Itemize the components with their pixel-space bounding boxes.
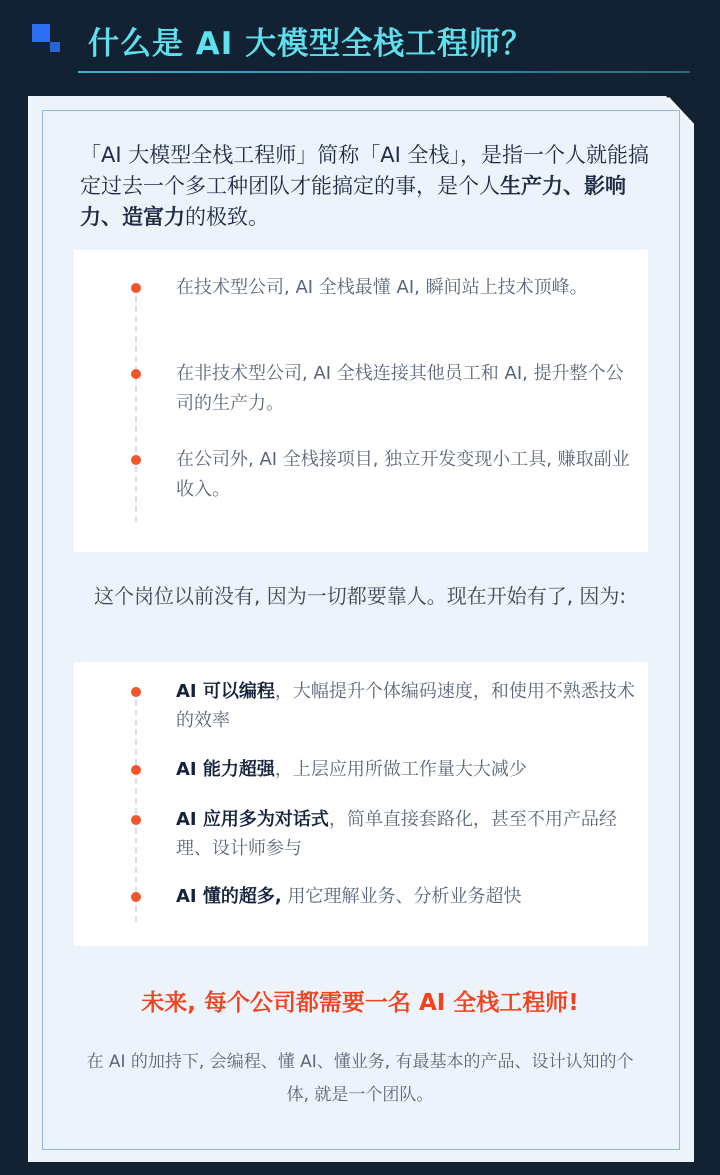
bullet-dot (131, 369, 141, 379)
list-item: 在公司外, AI 全栈接项目, 独立开发变现小工具, 赚取副业收入。 (176, 449, 630, 500)
list-item-highlight: AI 能力超强 (176, 759, 275, 780)
bullet-dot (131, 815, 141, 825)
title-underline (78, 71, 690, 73)
page-title: 什么是 AI 大模型全栈工程师？ (88, 26, 534, 62)
intro-text: 「AI 大模型全栈工程师」简称「AI 全栈」，是指一个人就能搞定过去一个多工种团队才能搞定的事，是个人 (80, 143, 649, 198)
bullet-dot (131, 765, 141, 775)
list-item-text: ，上层应用所做工作量大大减少 (274, 759, 527, 780)
timeline-line (135, 690, 137, 922)
bullet-dot (131, 892, 141, 902)
list-item: 在非技术型公司, AI 全栈连接其他员工和 AI, 提升整个公司的生产力。 (176, 363, 624, 414)
timeline-line (135, 286, 137, 522)
bullet-dot (131, 283, 141, 293)
list-item (176, 755, 636, 784)
intro-bold-text: 生产力、影响力、造富力 (80, 174, 626, 229)
list-item-highlight: AI 可以编程 (176, 681, 275, 702)
intro-paragraph (80, 140, 660, 233)
intro-suffix: 的极致。 (185, 205, 269, 229)
list-item-highlight: AI 懂的超多, (176, 886, 282, 907)
middle-paragraph: 这个岗位以前没有, 因为一切都要靠人。现在开始有了, 因为: (94, 584, 627, 608)
call-to-action-headline: 未来, 每个公司都需要一名 AI 全栈工程师! (141, 990, 579, 1016)
bullet-dot (131, 455, 141, 465)
header (0, 0, 720, 90)
list-item-highlight: AI 应用多为对话式 (176, 809, 329, 830)
bullet-dot (131, 687, 141, 697)
logo-squares-icon (32, 24, 62, 54)
list-item-text: ，简单直接套路化，甚至不用产品经理、设计师参与 (176, 809, 617, 859)
list-item (176, 677, 636, 735)
list-item-text: ，大幅提升个体编码速度，和使用不熟悉技术的效率 (176, 681, 635, 731)
list-item: 在技术型公司, AI 全栈最懂 AI, 瞬间站上技术顶峰。 (176, 277, 588, 298)
list-item-text: 用它理解业务、分析业务超快 (281, 886, 522, 907)
list-item (176, 805, 636, 863)
footer-paragraph: 在 AI 的加持下, 会编程、懂 AI、懂业务, 有最基本的产品、设计认知的个体, 就是一个团队。 (86, 1052, 634, 1105)
list-item (176, 882, 636, 911)
